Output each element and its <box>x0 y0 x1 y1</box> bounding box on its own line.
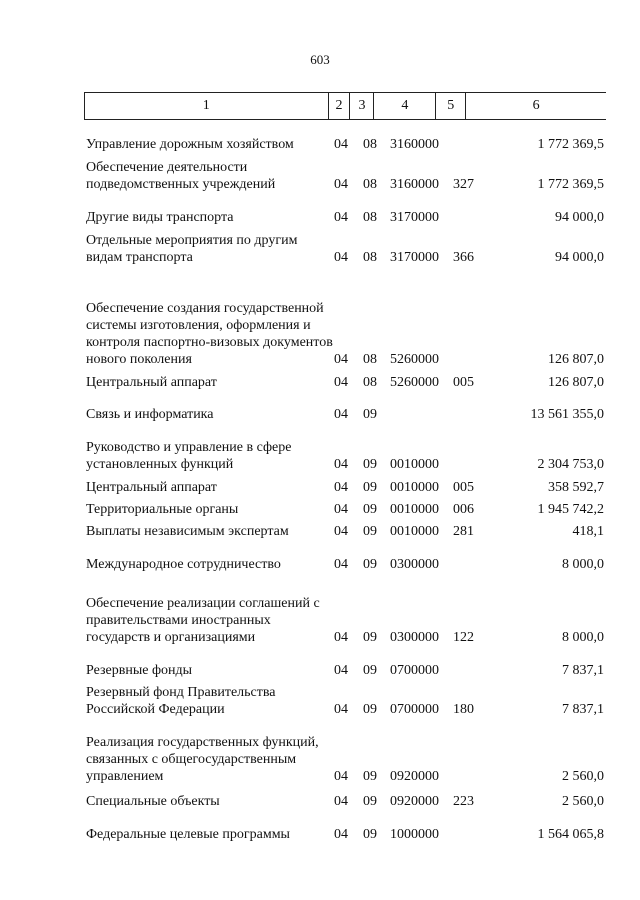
row-c3: 08 <box>363 177 377 192</box>
row-c3: 09 <box>363 827 377 842</box>
row-c2: 04 <box>334 137 348 152</box>
row-name: Другие виды транспорта <box>86 210 234 225</box>
row-c3: 09 <box>363 480 377 495</box>
row-c2: 04 <box>334 702 348 717</box>
row-c2: 04 <box>334 524 348 539</box>
row-c2: 04 <box>334 480 348 495</box>
row-name: Территориальные органы <box>86 502 239 517</box>
row-c6: 2 560,0 <box>562 769 604 784</box>
row-name: Резервные фонды <box>86 663 193 678</box>
row-c4: 1000000 <box>390 827 439 842</box>
row-c6: 7 837,1 <box>562 702 604 717</box>
row-c4: 0300000 <box>390 630 439 645</box>
row-c5: 327 <box>453 177 474 192</box>
row-c4: 3170000 <box>390 210 439 225</box>
row-c3: 09 <box>363 663 377 678</box>
row-c3: 09 <box>363 630 377 645</box>
row-c3: 09 <box>363 457 377 472</box>
row-c3: 09 <box>363 502 377 517</box>
row-c3: 08 <box>363 352 377 367</box>
row-c4: 0700000 <box>390 663 439 678</box>
row-c6: 94 000,0 <box>555 210 604 225</box>
row-c3: 09 <box>363 557 377 572</box>
row-name: Обеспечение создания государственной системы изготовления, оформления и контроля паспортно-визовых документов нового поколения <box>86 301 333 367</box>
row-c2: 04 <box>334 794 348 809</box>
row-c2: 04 <box>334 557 348 572</box>
row-c4: 0010000 <box>390 457 439 472</box>
row-name: Центральный аппарат <box>86 480 217 495</box>
row-c2: 04 <box>334 502 348 517</box>
row-c6: 126 807,0 <box>548 375 604 390</box>
row-c5: 366 <box>453 250 474 265</box>
row-c6: 7 837,1 <box>562 663 604 678</box>
row-c5: 223 <box>453 794 474 809</box>
row-c2: 04 <box>334 663 348 678</box>
row-c3: 09 <box>363 794 377 809</box>
row-name: Руководство и управление в сфере установленных функций <box>86 440 292 472</box>
row-c3: 09 <box>363 407 377 422</box>
header-col-5: 5 <box>436 93 466 119</box>
row-c3: 08 <box>363 210 377 225</box>
row-c3: 09 <box>363 524 377 539</box>
row-c2: 04 <box>334 457 348 472</box>
row-c2: 04 <box>334 352 348 367</box>
row-name: Связь и информатика <box>86 407 214 422</box>
row-c3: 08 <box>363 250 377 265</box>
row-c2: 04 <box>334 630 348 645</box>
row-name: Международное сотрудничество <box>86 557 281 572</box>
row-c3: 08 <box>363 137 377 152</box>
row-name: Обеспечение деятельности подведомственных учреждений <box>86 160 276 192</box>
row-c4: 0010000 <box>390 524 439 539</box>
row-c6: 2 304 753,0 <box>537 457 604 472</box>
header-col-1: 1 <box>85 93 329 119</box>
row-c6: 418,1 <box>572 524 604 539</box>
row-c4: 5260000 <box>390 352 439 367</box>
row-c2: 04 <box>334 210 348 225</box>
row-c4: 0920000 <box>390 769 439 784</box>
row-c5: 005 <box>453 480 474 495</box>
row-c2: 04 <box>334 769 348 784</box>
row-c2: 04 <box>334 177 348 192</box>
row-c6: 13 561 355,0 <box>530 407 604 422</box>
row-c6: 1 945 742,2 <box>537 502 604 517</box>
row-c5: 006 <box>453 502 474 517</box>
row-c4: 3160000 <box>390 177 439 192</box>
row-c4: 0010000 <box>390 480 439 495</box>
row-c3: 09 <box>363 702 377 717</box>
row-name: Реализация государственных функций, связанных с общегосударственным управлением <box>86 735 319 784</box>
row-c2: 04 <box>334 407 348 422</box>
row-c6: 1 772 369,5 <box>537 137 604 152</box>
row-c4: 3170000 <box>390 250 439 265</box>
page-number: 603 <box>310 52 330 67</box>
row-c4: 0920000 <box>390 794 439 809</box>
row-c6: 8 000,0 <box>562 557 604 572</box>
row-name: Центральный аппарат <box>86 375 217 390</box>
row-c4: 0700000 <box>390 702 439 717</box>
row-c6: 94 000,0 <box>555 250 604 265</box>
row-c5: 122 <box>453 630 474 645</box>
row-c5: 180 <box>453 702 474 717</box>
row-name: Отдельные мероприятия по другим видам транспорта <box>86 233 298 265</box>
row-c2: 04 <box>334 375 348 390</box>
row-name: Специальные объекты <box>86 794 220 809</box>
row-c4: 0010000 <box>390 502 439 517</box>
row-c3: 08 <box>363 375 377 390</box>
row-c2: 04 <box>334 827 348 842</box>
row-c6: 2 560,0 <box>562 794 604 809</box>
header-col-6: 6 <box>532 98 540 113</box>
header-col-3: 3 <box>350 93 374 119</box>
row-name: Выплаты независимым экспертам <box>86 524 289 539</box>
row-c6: 8 000,0 <box>562 630 604 645</box>
row-name: Обеспечение реализации соглашений с правительствами иностранных государств и организациями <box>86 596 320 645</box>
row-name: Резервный фонд Правительства Российской Федерации <box>86 685 276 717</box>
row-name: Управление дорожным хозяйством <box>86 137 294 152</box>
row-c4: 5260000 <box>390 375 439 390</box>
row-c6: 126 807,0 <box>548 352 604 367</box>
row-c2: 04 <box>334 250 348 265</box>
row-name: Федеральные целевые программы <box>86 827 290 842</box>
row-c4: 3160000 <box>390 137 439 152</box>
row-c5: 281 <box>453 524 474 539</box>
row-c6: 358 592,7 <box>548 480 604 495</box>
header-col-2: 2 <box>329 93 351 119</box>
row-c4: 0300000 <box>390 557 439 572</box>
row-c6: 1 564 065,8 <box>537 827 604 842</box>
row-c5: 005 <box>453 375 474 390</box>
row-c3: 09 <box>363 769 377 784</box>
header-col-4: 4 <box>374 93 436 119</box>
row-c6: 1 772 369,5 <box>537 177 604 192</box>
